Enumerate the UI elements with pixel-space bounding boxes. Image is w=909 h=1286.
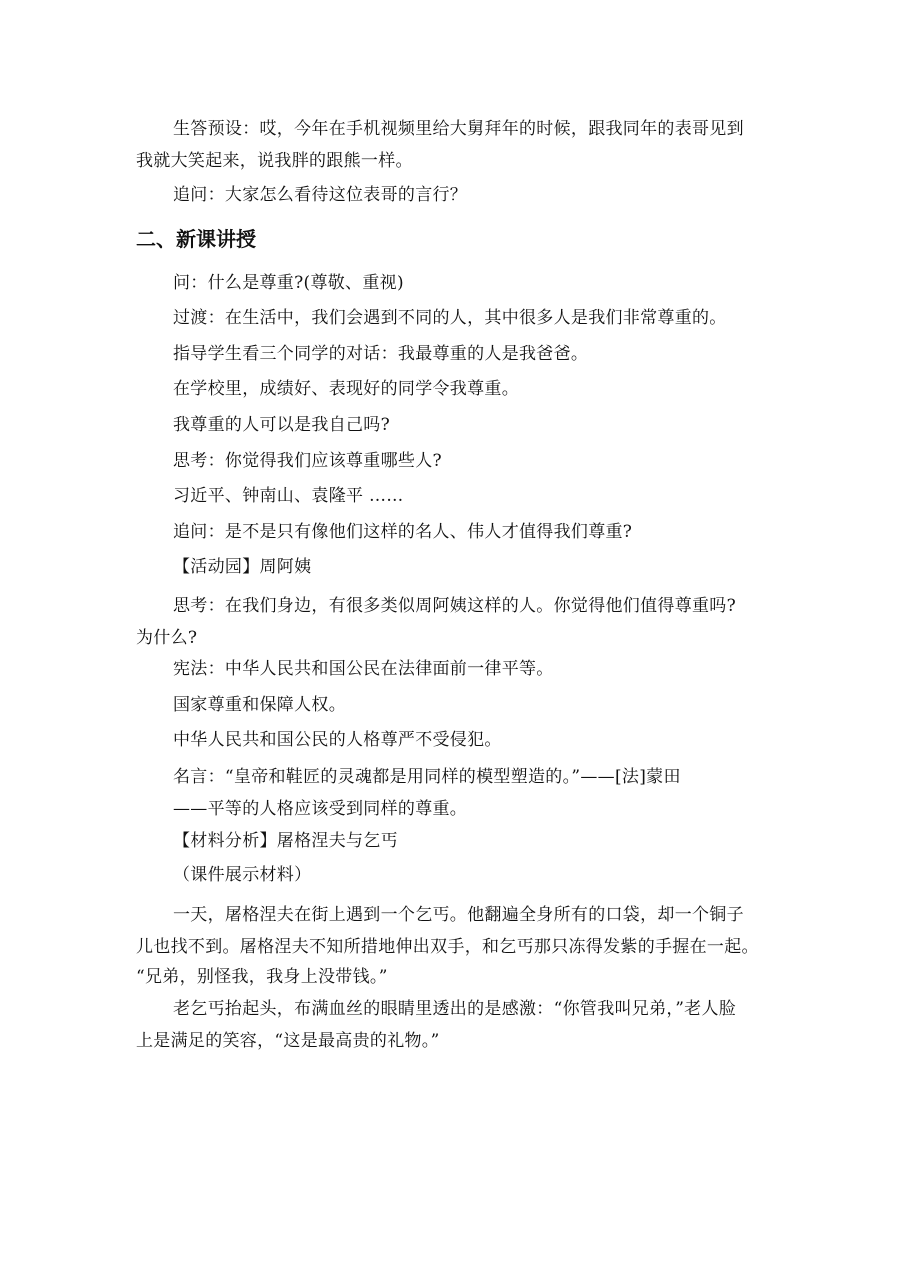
paragraph-line: 生答预设：哎，今年在手机视频里给大舅拜年的时候，跟我同年的表哥见到 <box>173 119 744 139</box>
paragraph-line: 思考：在我们身边，有很多类似周阿姨这样的人。你觉得他们值得尊重吗? <box>173 596 737 616</box>
paragraph-line: “兄弟，别怪我，我身上没带钱。” <box>136 967 388 987</box>
section-heading: 二、新课讲授 <box>136 227 256 251</box>
paragraph-line: 老乞丐抬起头，布满血丝的眼睛里透出的是感激：“你管我叫兄弟，”老人脸 <box>173 999 737 1019</box>
paragraph-line: 【材料分析】屠格涅夫与乞丐 <box>173 831 398 851</box>
paragraph-line: 追问：大家怎么看待这位表哥的言行？ <box>173 185 468 205</box>
paragraph-line: 习近平、钟南山、袁隆平 …… <box>173 486 404 506</box>
paragraph-line: 上是满足的笑容，“这是最高贵的礼物。” <box>136 1031 440 1051</box>
paragraph-line: 我尊重的人可以是我自己吗? <box>173 415 391 435</box>
paragraph-line: 思考：你觉得我们应该尊重哪些人? <box>173 451 442 471</box>
paragraph-line: 中华人民共和国公民的人格尊严不受侵犯。 <box>173 730 502 750</box>
paragraph-line: 名言：“皇帝和鞋匠的灵魂都是用同样的模型塑造的。”——[法]蒙田 <box>173 767 681 787</box>
paragraph-line: 在学校里，成绩好、表现好的同学令我尊重。 <box>173 379 519 399</box>
paragraph-line: ——平等的人格应该受到同样的尊重。 <box>173 799 468 819</box>
paragraph-line: 我就大笑起来，说我胖的跟熊一样。 <box>136 151 413 171</box>
paragraph-line: （课件展示材料） <box>173 865 312 885</box>
paragraph-line: 一天，屠格涅夫在街上遇到一个乞丐。他翻遍全身所有的口袋，却一个铜子 <box>173 905 744 925</box>
paragraph-line: 追问：是不是只有像他们这样的名人、伟人才值得我们尊重? <box>173 522 633 542</box>
paragraph-line: 宪法：中华人民共和国公民在法律面前一律平等。 <box>173 659 554 679</box>
paragraph-line: 国家尊重和保障人权。 <box>173 695 346 715</box>
paragraph-line: 问：什么是尊重?(尊敬、重视) <box>173 273 404 293</box>
paragraph-line: 为什么? <box>136 628 198 648</box>
paragraph-line: 过渡：在生活中，我们会遇到不同的人，其中很多人是我们非常尊重的。 <box>173 308 727 328</box>
paragraph-line: 【活动园】周阿姨 <box>173 557 312 577</box>
paragraph-line: 儿也找不到。屠格涅夫不知所措地伸出双手，和乞丐那只冻得发紫的手握在一起。 <box>136 937 759 957</box>
paragraph-line: 指导学生看三个同学的对话：我最尊重的人是我爸爸。 <box>173 344 589 364</box>
